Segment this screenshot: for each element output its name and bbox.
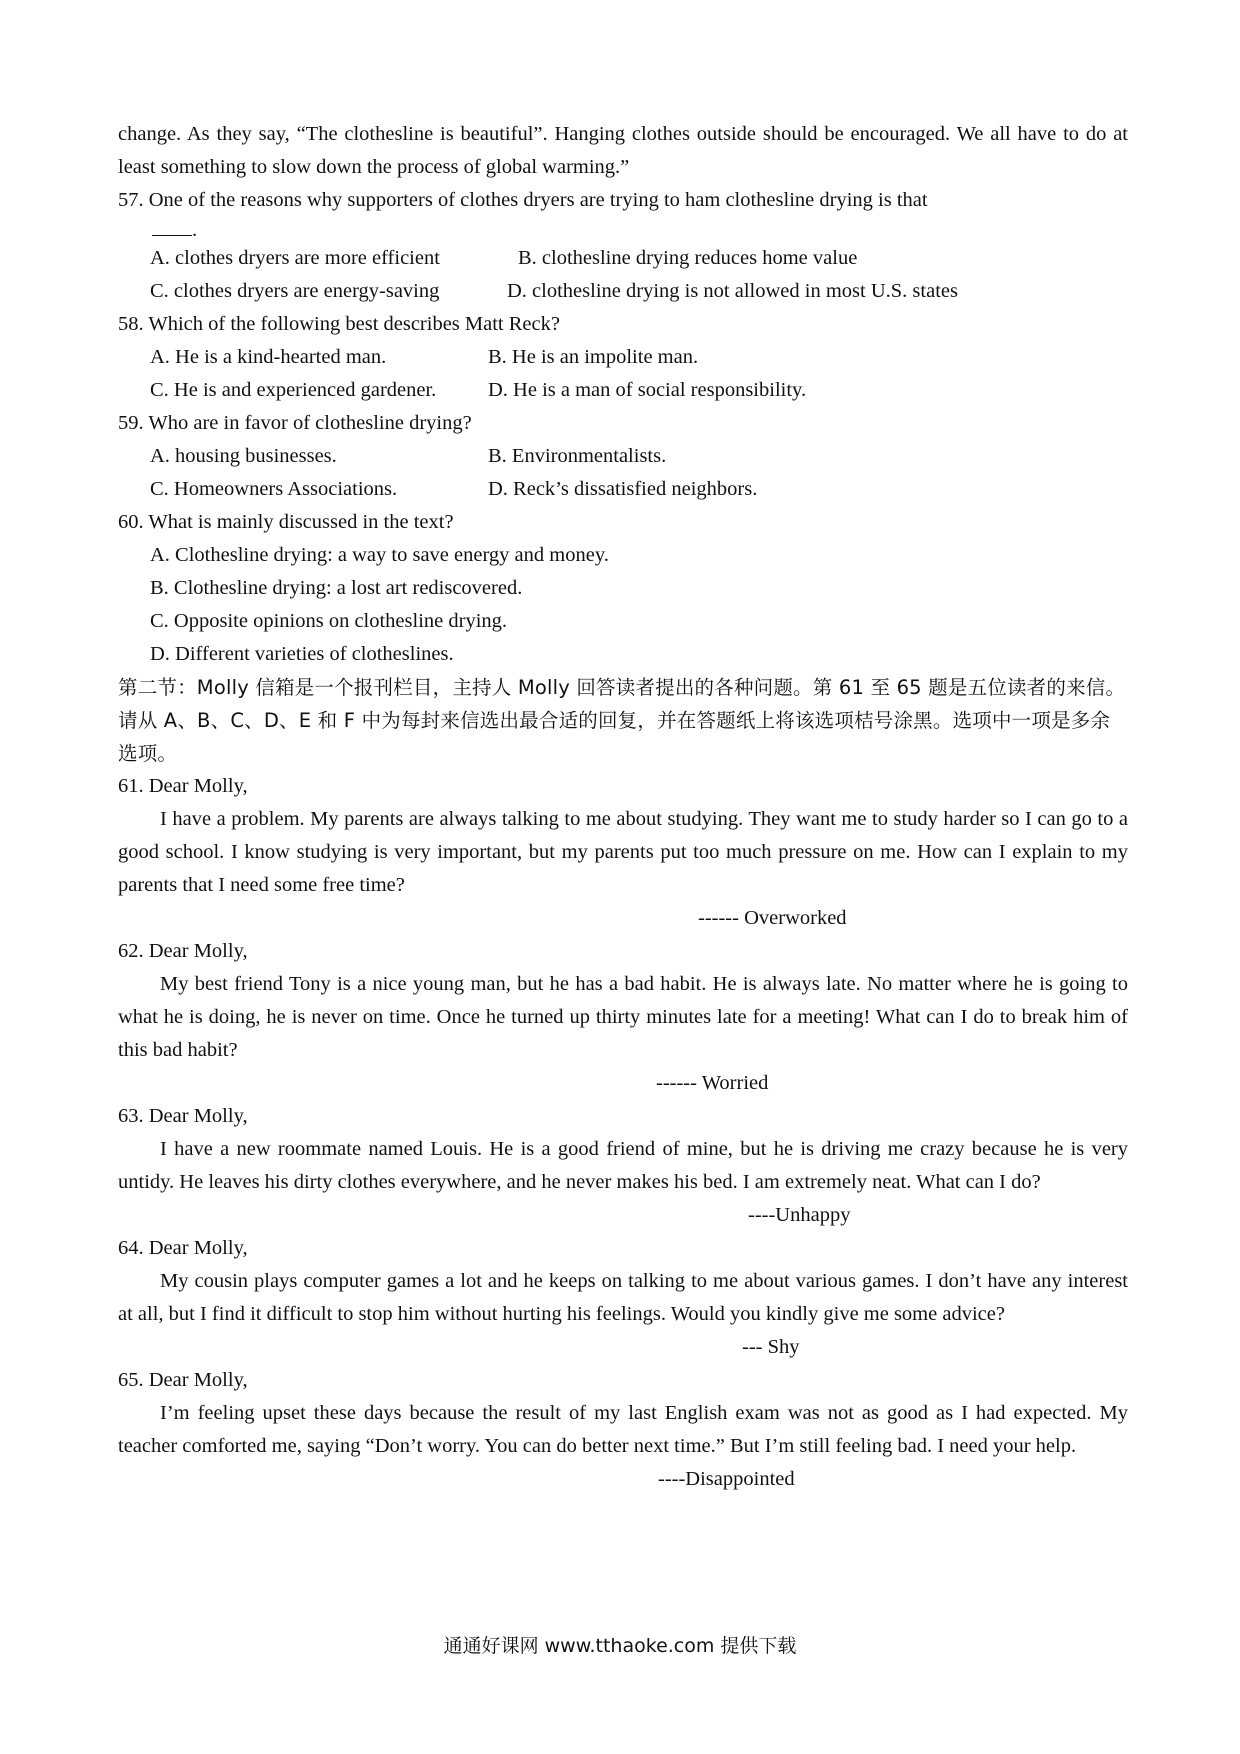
option-58-d: D. He is a man of social responsibility. [488, 379, 807, 401]
letter-body: My cousin plays computer games a lot and he keeps on talking to me about various games. I don’t have any interest at all, but I find it difficult to stop him without hurting his feelings. Would you kindly give me some advice? [118, 1270, 1128, 1325]
option-59-c: C. Homeowners Associations. [150, 478, 398, 500]
option-57-a: A. clothes dryers are more efficient [150, 247, 440, 269]
option-57-d: D. clothesline drying is not allowed in most U.S. states [507, 280, 958, 302]
option-59-b: B. Environmentalists. [488, 445, 667, 467]
section-2-instructions: 第二节：Molly 信箱是一个报刊栏目，主持人 Molly 回答读者提出的各种问题。第 61 至 65 题是五位读者的来信。请从 A、B、C、D、E 和 F 中为每封来信选出最合适的回复，并在答题纸上将该选项桔号涂黑。选项中一项是多余选项。 [118, 676, 1126, 765]
question-58 [118, 308, 1128, 407]
option-60-d: D. Different varieties of clotheslines. [150, 643, 454, 665]
option-60-a: A. Clothesline drying: a way to save energy and money. [150, 544, 609, 566]
option-60-b: B. Clothesline drying: a lost art rediscovered. [150, 577, 523, 599]
letter-heading: 63. Dear Molly, [118, 1105, 248, 1127]
letter-heading: 62. Dear Molly, [118, 940, 248, 962]
question-57 [118, 184, 1128, 308]
letter-heading: 64. Dear Molly, [118, 1237, 248, 1259]
document-page [118, 118, 1128, 1496]
answer-blank: . [118, 217, 1128, 242]
letter-body: I have a problem. My parents are always talking to me about studying. They want me to study harder so I can go to a good school. I know studying is very important, but my parents put too much pressure on me. How can I explain to my parents that I need some free time? [118, 808, 1128, 896]
letter-heading: 61. Dear Molly, [118, 775, 248, 797]
letter-61 [118, 770, 1128, 935]
question-59-stem: 59. Who are in favor of clothesline drying? [118, 412, 472, 434]
letter-signature: ------ Worried [656, 1072, 769, 1094]
letter-body: I’m feeling upset these days because the result of my last English exam was not as good as I had expected. My teacher comforted me, saying “Don’t worry. You can do better next time.” But I’m still feeling bad. I need your help. [118, 1402, 1128, 1457]
option-60-c: C. Opposite opinions on clothesline drying. [150, 610, 508, 632]
option-58-a: A. He is a kind-hearted man. [150, 346, 387, 368]
letter-signature: ----Disappointed [658, 1468, 795, 1490]
page-footer: 通通好课网 www.tthaoke.com 提供下载 [443, 1635, 797, 1657]
option-58-c: C. He is and experienced gardener. [150, 379, 437, 401]
letter-body: My best friend Tony is a nice young man, but he has a bad habit. He is always late. No matter where he is going to what he is doing, he is never on time. Once he turned up thirty minutes late for a meeting! What can I do to break him of this bad habit? [118, 973, 1128, 1061]
letter-65 [118, 1364, 1128, 1496]
letter-signature: --- Shy [742, 1336, 800, 1358]
letter-63 [118, 1100, 1128, 1232]
question-60-stem: 60. What is mainly discussed in the text? [118, 511, 454, 533]
letter-signature: ----Unhappy [748, 1204, 851, 1226]
option-57-c: C. clothes dryers are energy-saving [150, 280, 440, 302]
option-58-b: B. He is an impolite man. [488, 346, 699, 368]
option-59-d: D. Reck’s dissatisfied neighbors. [488, 478, 758, 500]
letter-body: I have a new roommate named Louis. He is a good friend of mine, but he is driving me crazy because he is very untidy. He leaves his dirty clothes everywhere, and he never makes his bed. I am extremely neat. What can I do? [118, 1138, 1128, 1193]
question-60 [118, 506, 1128, 671]
letter-64 [118, 1232, 1128, 1364]
question-57-stem: 57. One of the reasons why supporters of clothes dryers are trying to ham clothesline drying is that [118, 189, 928, 211]
letter-heading: 65. Dear Molly, [118, 1369, 248, 1391]
question-59 [118, 407, 1128, 506]
intro-paragraph: change. As they say, “The clothesline is beautiful”. Hanging clothes outside should be encouraged. We all have to do at least something to slow down the process of global warming.” [118, 123, 1128, 178]
letter-signature: ------ Overworked [698, 907, 847, 929]
letter-62 [118, 935, 1128, 1100]
question-58-stem: 58. Which of the following best describes Matt Reck? [118, 313, 560, 335]
option-59-a: A. housing businesses. [150, 445, 337, 467]
option-57-b: B. clothesline drying reduces home value [518, 247, 858, 269]
